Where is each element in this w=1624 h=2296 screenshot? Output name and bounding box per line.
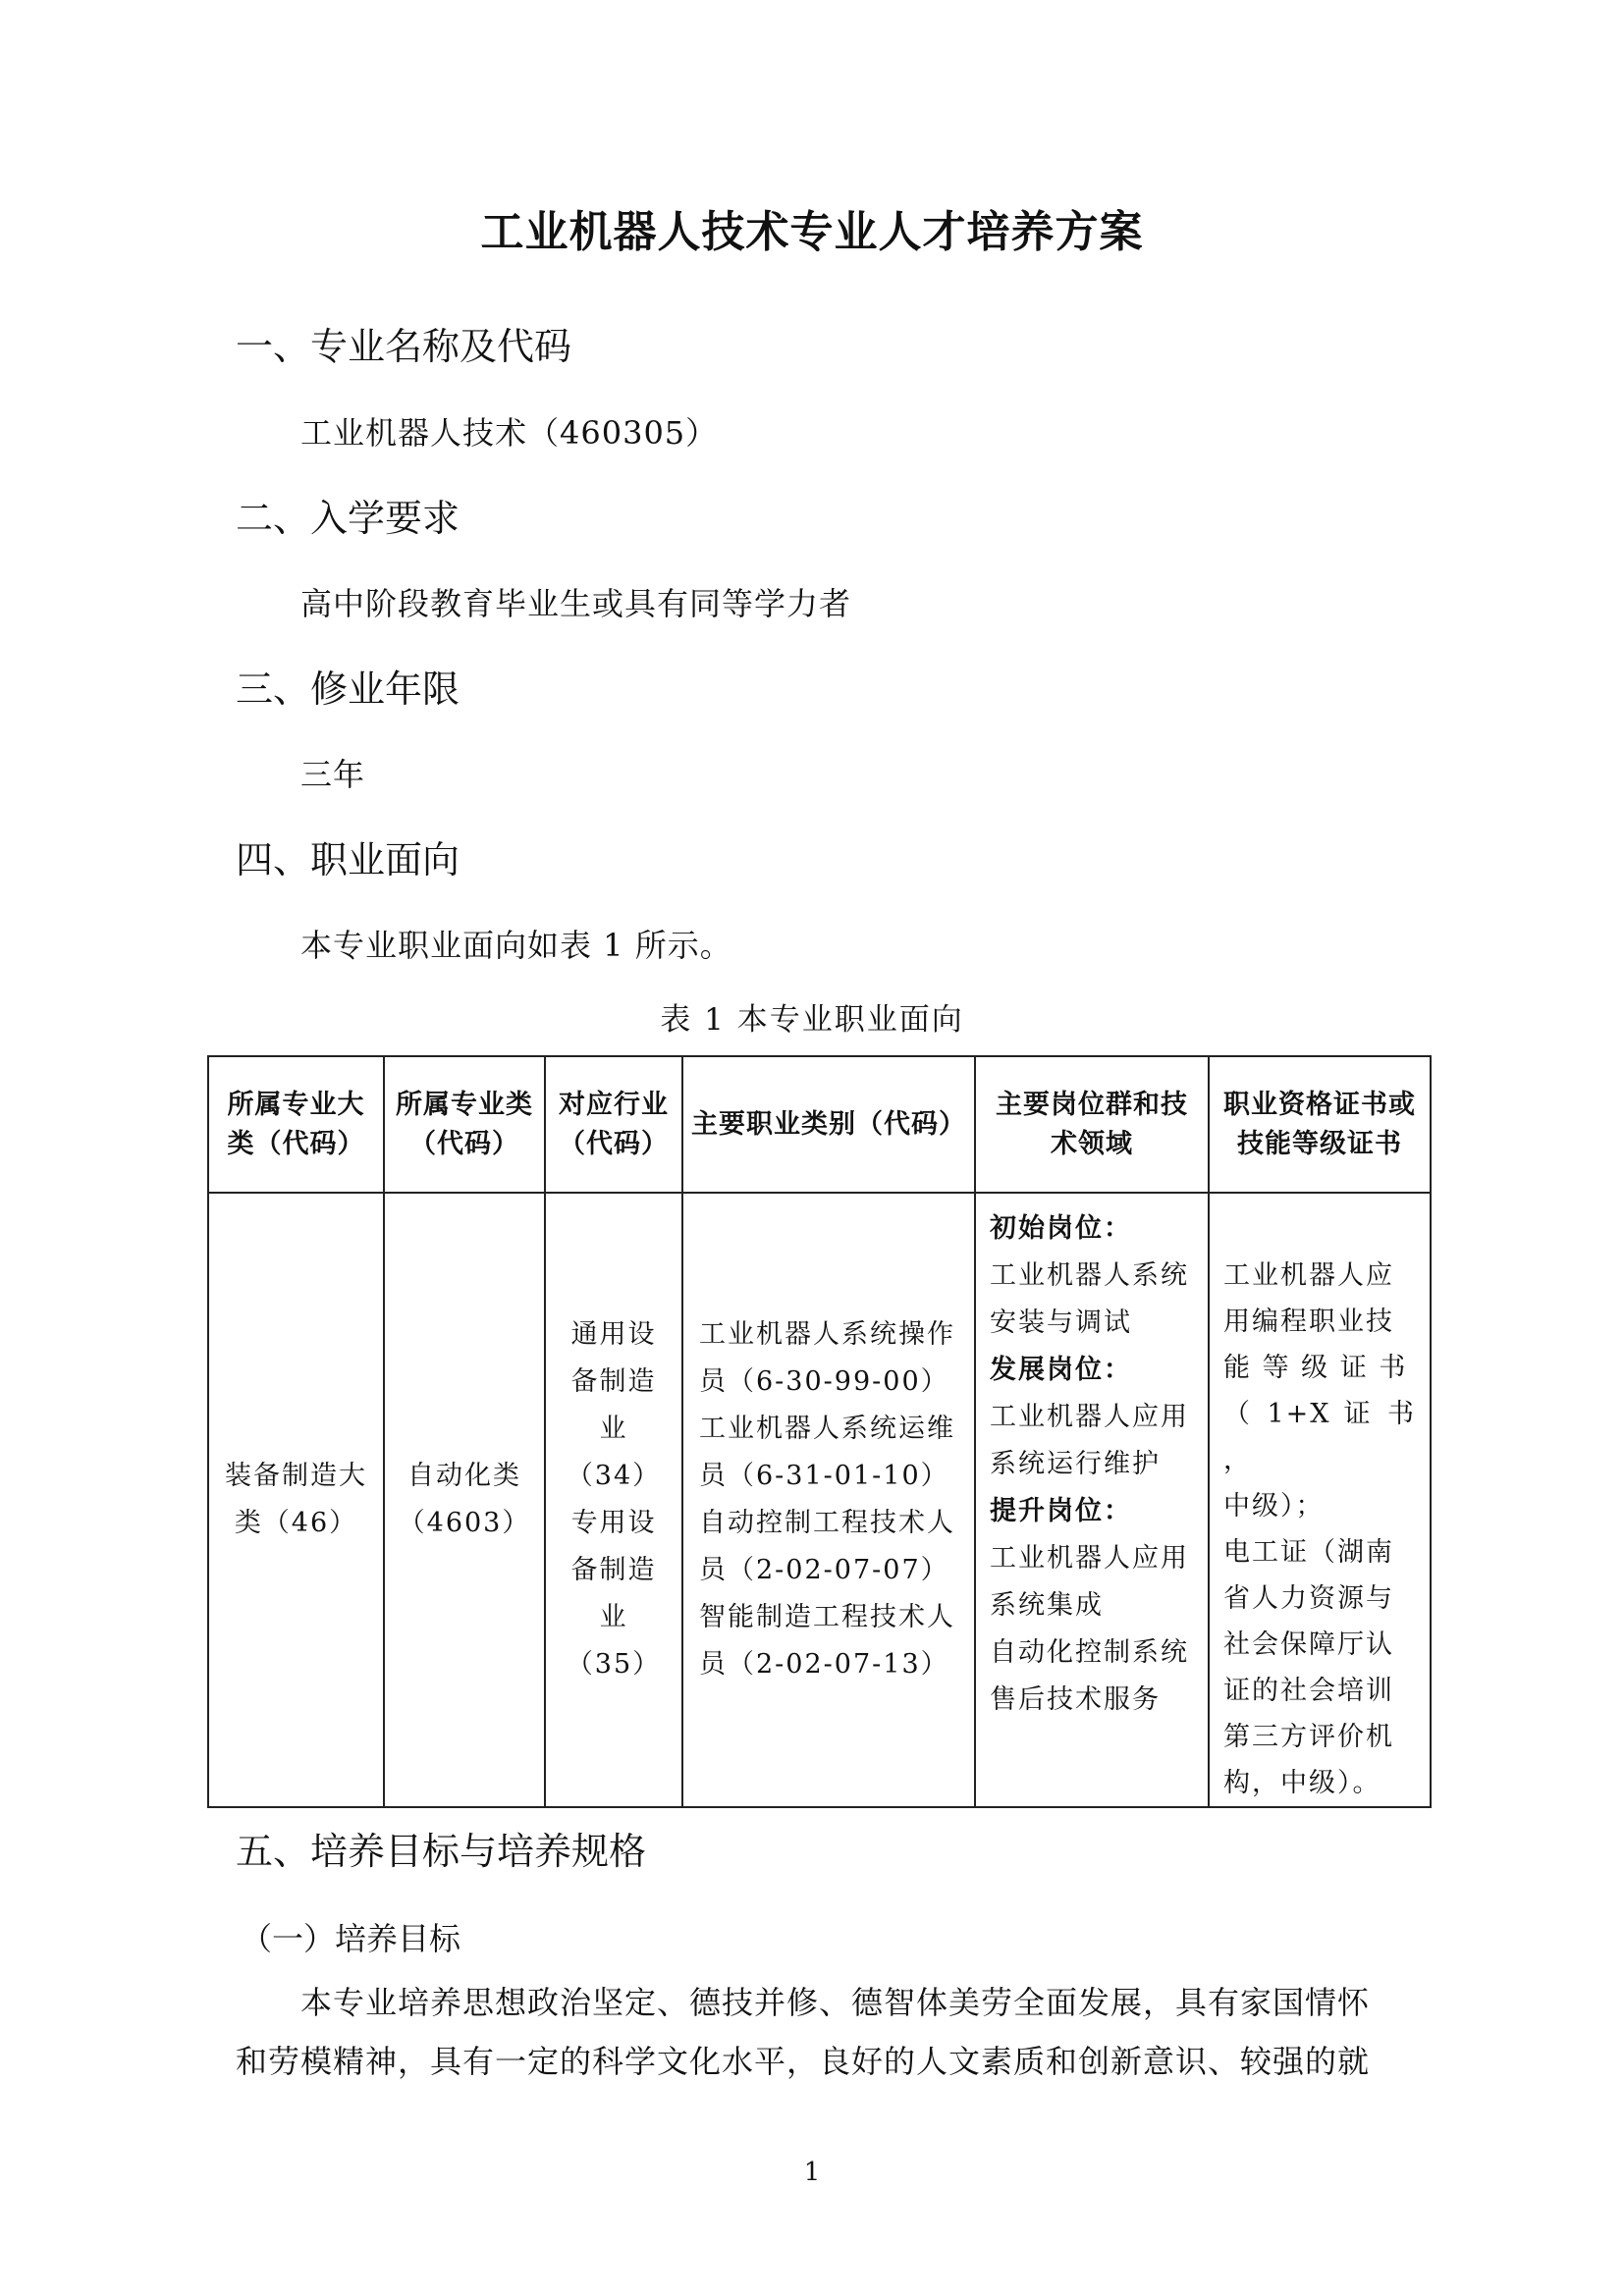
occupation-table [207,1055,1432,1808]
cell-industry: 通用设 备制造 业 （34） 专用设 备制造 业 （35） [545,1193,682,1807]
section-heading-3: 三、修业年限 [236,667,460,711]
header-category: 所属专业大 类（代码） [208,1056,384,1193]
header-subcategory: 所属专业类 （代码） [384,1056,545,1193]
page-number: 1 [803,2158,821,2187]
table-header-row [208,1056,1431,1193]
table-caption: 表 1 本专业职业面向 [660,1002,964,1038]
section-heading-4: 四、职业面向 [236,838,460,881]
position-label-initial: 初始岗位： [990,1213,1132,1244]
section-heading-5: 五、培养目标与培养规格 [236,1830,647,1873]
header-positions: 主要岗位群和技 术领域 [975,1056,1209,1193]
section-content-4: 本专业职业面向如表 1 所示。 [300,927,732,964]
section-heading-2: 二、入学要求 [236,497,460,540]
section-content-1: 工业机器人技术（460305） [300,414,719,452]
cell-occupations: 工业机器人系统操作 员（6-30-99-00） 工业机器人系统运维 员（6-31-01-10） 自动控制工程技术人 员（2-02-07-07） 智能制造工程技术人 员（2-02-07-13） [682,1193,975,1807]
cell-certificates: 工业机器人应 用编程职业技 能 等 级 证 书 （ 1+X 证 书 ， 中级）； 电工证（湖南 省人力资源与 社会保障厅认 证的社会培训 第三方评价机 构，中级）。 [1209,1193,1431,1807]
table-row [208,1193,1431,1807]
header-occupation: 主要职业类别（代码） [682,1056,975,1193]
sub-heading-objective: （一）培养目标 [241,1920,461,1957]
section-heading-1: 一、专业名称及代码 [236,325,572,368]
objective-paragraph: 本专业培养思想政治坚定、德技并修、德智体美劳全面发展，具有家国情怀 和劳模精神，具有一定的科学文化水平，良好的人文素质和创新意识、较强的就 [236,1984,1371,2080]
section-content-3: 三年 [300,756,366,793]
position-label-advanced: 提升岗位： [990,1496,1132,1526]
header-industry: 对应行业 （代码） [545,1056,682,1193]
cell-subcategory: 自动化类 （4603） [384,1193,545,1807]
cell-category: 装备制造大 类（46） [208,1193,384,1807]
cell-positions: 初始岗位： 工业机器人系统 安装与调试 发展岗位： 工业机器人应用 系统运行维护 提升岗位： 工业机器人应用 系统集成 自动化控制系统 售后技术服务 [975,1193,1209,1807]
document-title: 工业机器人技术专业人才培养方案 [480,207,1144,257]
header-certificates: 职业资格证书或 技能等级证书 [1209,1056,1431,1193]
section-content-2: 高中阶段教育毕业生或具有同等学力者 [300,585,852,622]
position-label-development: 发展岗位： [990,1355,1132,1385]
